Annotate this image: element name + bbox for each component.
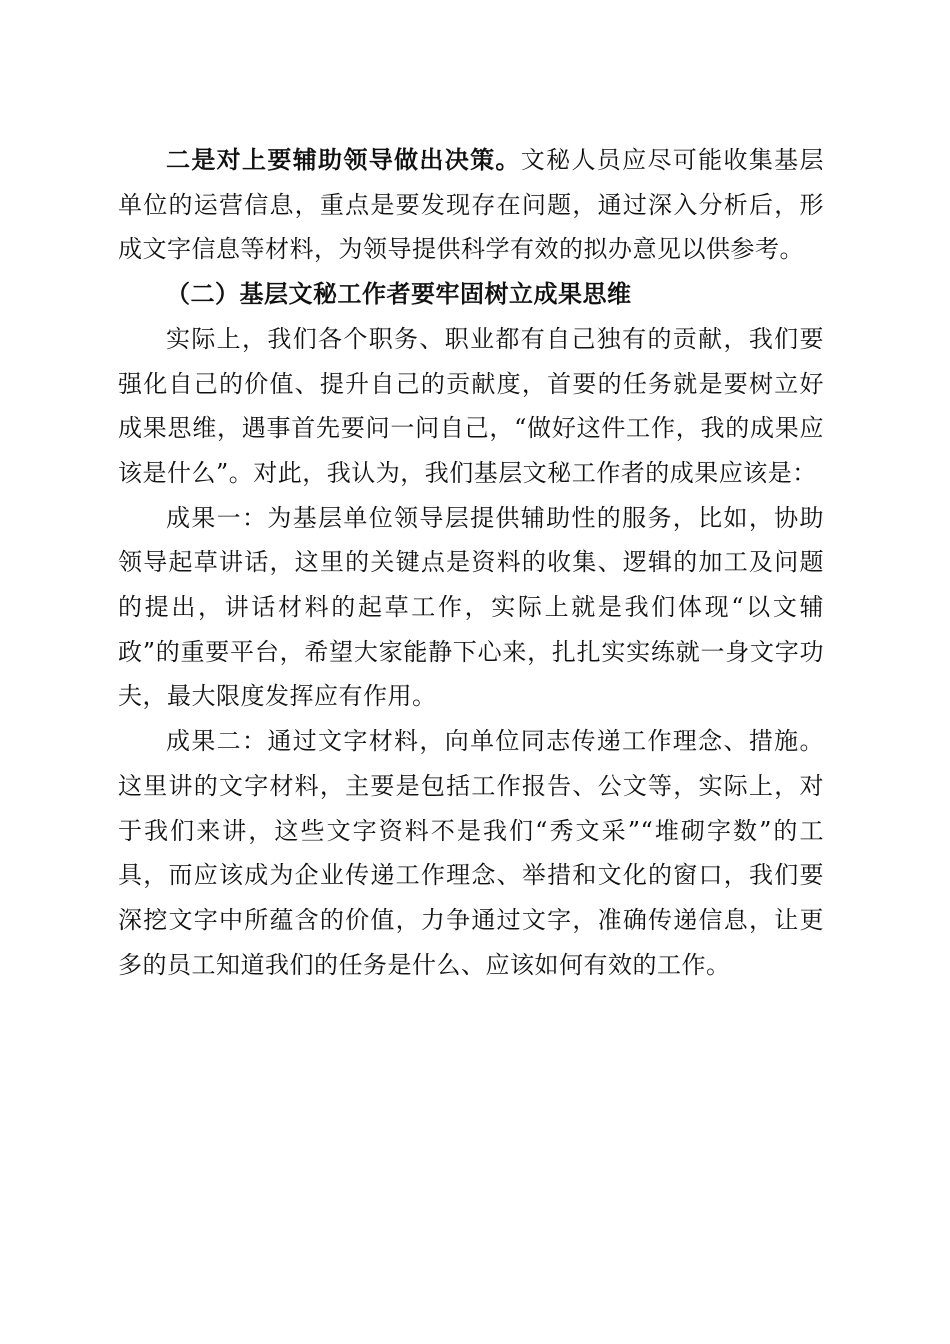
paragraph-lead: 二是对上要辅助领导做出决策。 bbox=[166, 145, 521, 174]
paragraph-outcome-two: 成果二：通过文字材料，向单位同志传递工作理念、措施。这里讲的文字材料，主要是包括工作报告、公文等，实际上，对于我们来讲，这些文字资料不是我们“秀文采”“堆砌字数”的工具，而应该成为企业传递工作理念、举措和文化的窗口，我们要深挖文字中所蕴含的价值，力争通过文字，准确传递信息，让更多的员工知道我们的任务是什么、应该如何有效的工作。 bbox=[118, 727, 824, 979]
document-page bbox=[118, 138, 824, 987]
section-heading: （二）基层文秘工作者要牢固树立成果思维 bbox=[166, 279, 632, 309]
paragraph-intro: 实际上，我们各个职务、职业都有自己独有的贡献，我们要强化自己的价值、提升自己的贡献度，首要的任务就是要树立好成果思维，遇事首先要问一问自己，“做好这件工作，我的成果应该是什么”。对此，我认为，我们基层文秘工作者的成果应该是： bbox=[118, 324, 824, 487]
paragraph-outcome-one: 成果一：为基层单位领导层提供辅助性的服务，比如，协助领导起草讲话，这里的关键点是资料的收集、逻辑的加工及问题的提出，讲话材料的起草工作，实际上就是我们体现“以文辅政”的重要平台，希望大家能静下心来，扎扎实实练就一身文字功夫，最大限度发挥应有作用。 bbox=[118, 503, 824, 711]
paragraph-decision-support bbox=[118, 138, 824, 272]
paragraph-text: 文秘人员应尽可能收集基层单位的运营信息，重点是要发现存在问题，通过深入分析后，形成文字信息等材料，为领导提供科学有效的拟办意见以供参考。 bbox=[118, 146, 825, 264]
